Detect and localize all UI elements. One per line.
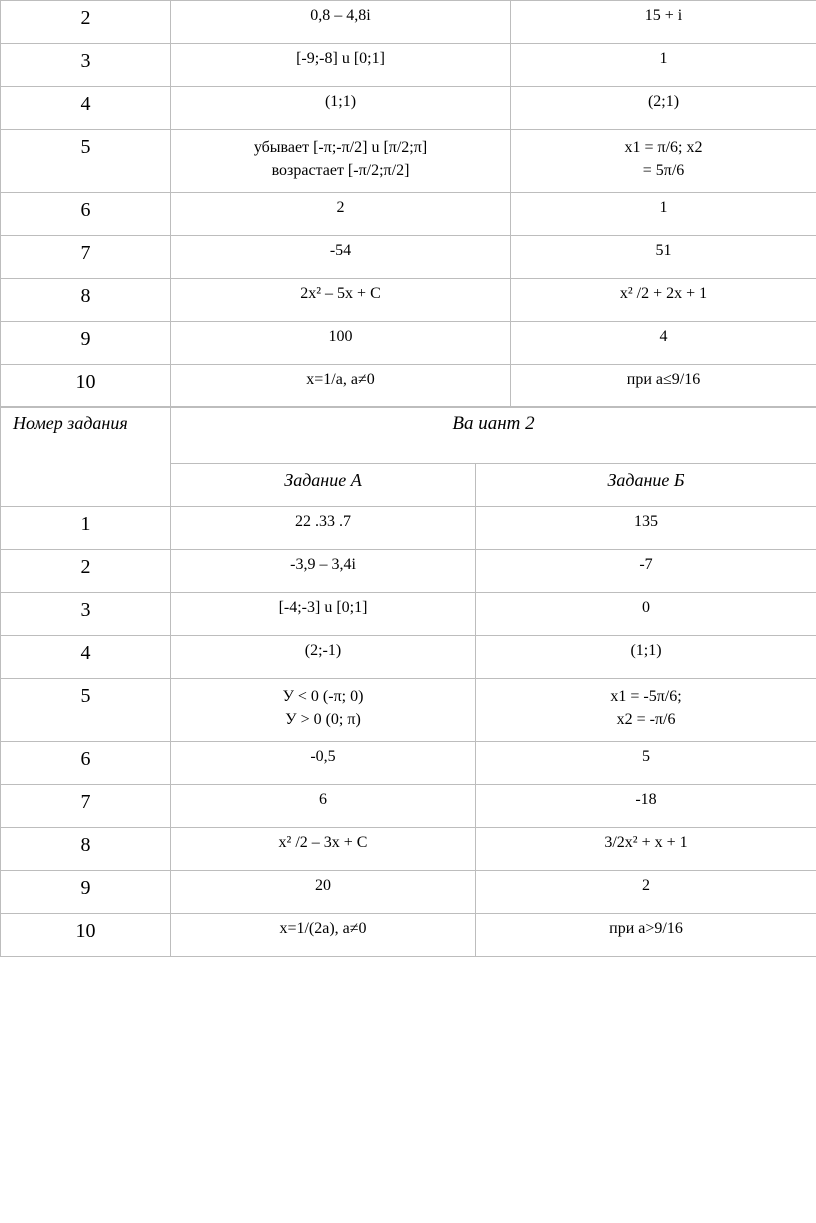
task-number-header: Номер задания (1, 407, 171, 507)
task-number: 5 (1, 130, 171, 193)
answers-table-variant-2 (0, 406, 816, 957)
table-row (1, 44, 816, 87)
answer-a-line-1: убывает [-π;-π/2] u [π/2;π] (253, 139, 428, 156)
answer-b: 0 (476, 593, 816, 636)
answer-a: 100 (171, 322, 511, 365)
task-number: 6 (1, 742, 171, 785)
answer-a: [-4;-3] u [0;1] (171, 593, 476, 636)
task-number: 2 (1, 1, 171, 44)
answer-a: x=1/(2a), a≠0 (171, 914, 476, 957)
answer-b: при a≤9/16 (511, 365, 816, 408)
table-row (1, 236, 816, 279)
table-row (1, 507, 816, 550)
task-number: 10 (1, 914, 171, 957)
answer-b: (2;1) (511, 87, 816, 130)
answer-a: -0,5 (171, 742, 476, 785)
answer-b: 51 (511, 236, 816, 279)
answer-a: 2x² – 5x + C (171, 279, 511, 322)
table-row (1, 322, 816, 365)
task-number: 4 (1, 87, 171, 130)
task-number: 3 (1, 593, 171, 636)
answer-b-line-2: x2 = -π/6 (616, 711, 676, 728)
answer-b: x² /2 + 2x + 1 (511, 279, 816, 322)
task-number: 5 (1, 679, 171, 742)
answer-b: 2 (476, 871, 816, 914)
table-row (1, 828, 816, 871)
answer-a-line-2: возрастает [-π/2;π/2] (271, 162, 410, 179)
task-number: 3 (1, 44, 171, 87)
answer-b: (1;1) (476, 636, 816, 679)
table-row (1, 193, 816, 236)
task-number: 7 (1, 785, 171, 828)
answer-b: -7 (476, 550, 816, 593)
answer-a-line-2: У > 0 (0; π) (285, 711, 361, 728)
variant-header: Ва иант 2 (171, 407, 816, 464)
answer-b-line-1: x1 = -5π/6; (610, 688, 682, 705)
task-number: 7 (1, 236, 171, 279)
answer-b (511, 130, 816, 193)
answer-a: -3,9 – 3,4i (171, 550, 476, 593)
answer-b-line-2: = 5π/6 (642, 162, 685, 179)
answer-b: 3/2x² + x + 1 (476, 828, 816, 871)
table-row (1, 785, 816, 828)
answer-b: 1 (511, 44, 816, 87)
answer-b: 15 + i (511, 1, 816, 44)
table-row (1, 87, 816, 130)
table-row (1, 550, 816, 593)
answer-a: x² /2 – 3x + C (171, 828, 476, 871)
answer-a: 20 (171, 871, 476, 914)
task-a-header: Задание А (171, 464, 476, 507)
table-row (1, 130, 816, 193)
table-row (1, 593, 816, 636)
answer-b: 5 (476, 742, 816, 785)
answer-a: x=1/a, a≠0 (171, 365, 511, 408)
answer-b: -18 (476, 785, 816, 828)
answer-a: (2;-1) (171, 636, 476, 679)
answer-b: при a>9/16 (476, 914, 816, 957)
answer-a: 0,8 – 4,8i (171, 1, 511, 44)
answer-a: -54 (171, 236, 511, 279)
table-row (1, 742, 816, 785)
task-number: 9 (1, 322, 171, 365)
table-row (1, 914, 816, 957)
table-row (1, 279, 816, 322)
table-row (1, 1, 816, 44)
answer-b-line-1: x1 = π/6; x2 (624, 139, 703, 156)
answer-a-line-1: У < 0 (-π; 0) (282, 688, 364, 705)
answer-b (476, 679, 816, 742)
answers-table-variant-1 (0, 0, 816, 408)
answer-b: 4 (511, 322, 816, 365)
answer-a: (1;1) (171, 87, 511, 130)
task-number: 8 (1, 279, 171, 322)
answer-a: 22 .33 .7 (171, 507, 476, 550)
task-number: 1 (1, 507, 171, 550)
answer-b: 1 (511, 193, 816, 236)
task-number: 8 (1, 828, 171, 871)
answer-a: 2 (171, 193, 511, 236)
table-row (1, 871, 816, 914)
task-number: 6 (1, 193, 171, 236)
table-row (1, 365, 816, 408)
table-row (1, 636, 816, 679)
answer-a (171, 130, 511, 193)
answer-a (171, 679, 476, 742)
task-number: 10 (1, 365, 171, 408)
answer-a: [-9;-8] u [0;1] (171, 44, 511, 87)
answer-b: 135 (476, 507, 816, 550)
table-header-row (1, 407, 816, 464)
task-number: 4 (1, 636, 171, 679)
task-number: 9 (1, 871, 171, 914)
task-b-header: Задание Б (476, 464, 816, 507)
task-number: 2 (1, 550, 171, 593)
table-row (1, 679, 816, 742)
answer-a: 6 (171, 785, 476, 828)
